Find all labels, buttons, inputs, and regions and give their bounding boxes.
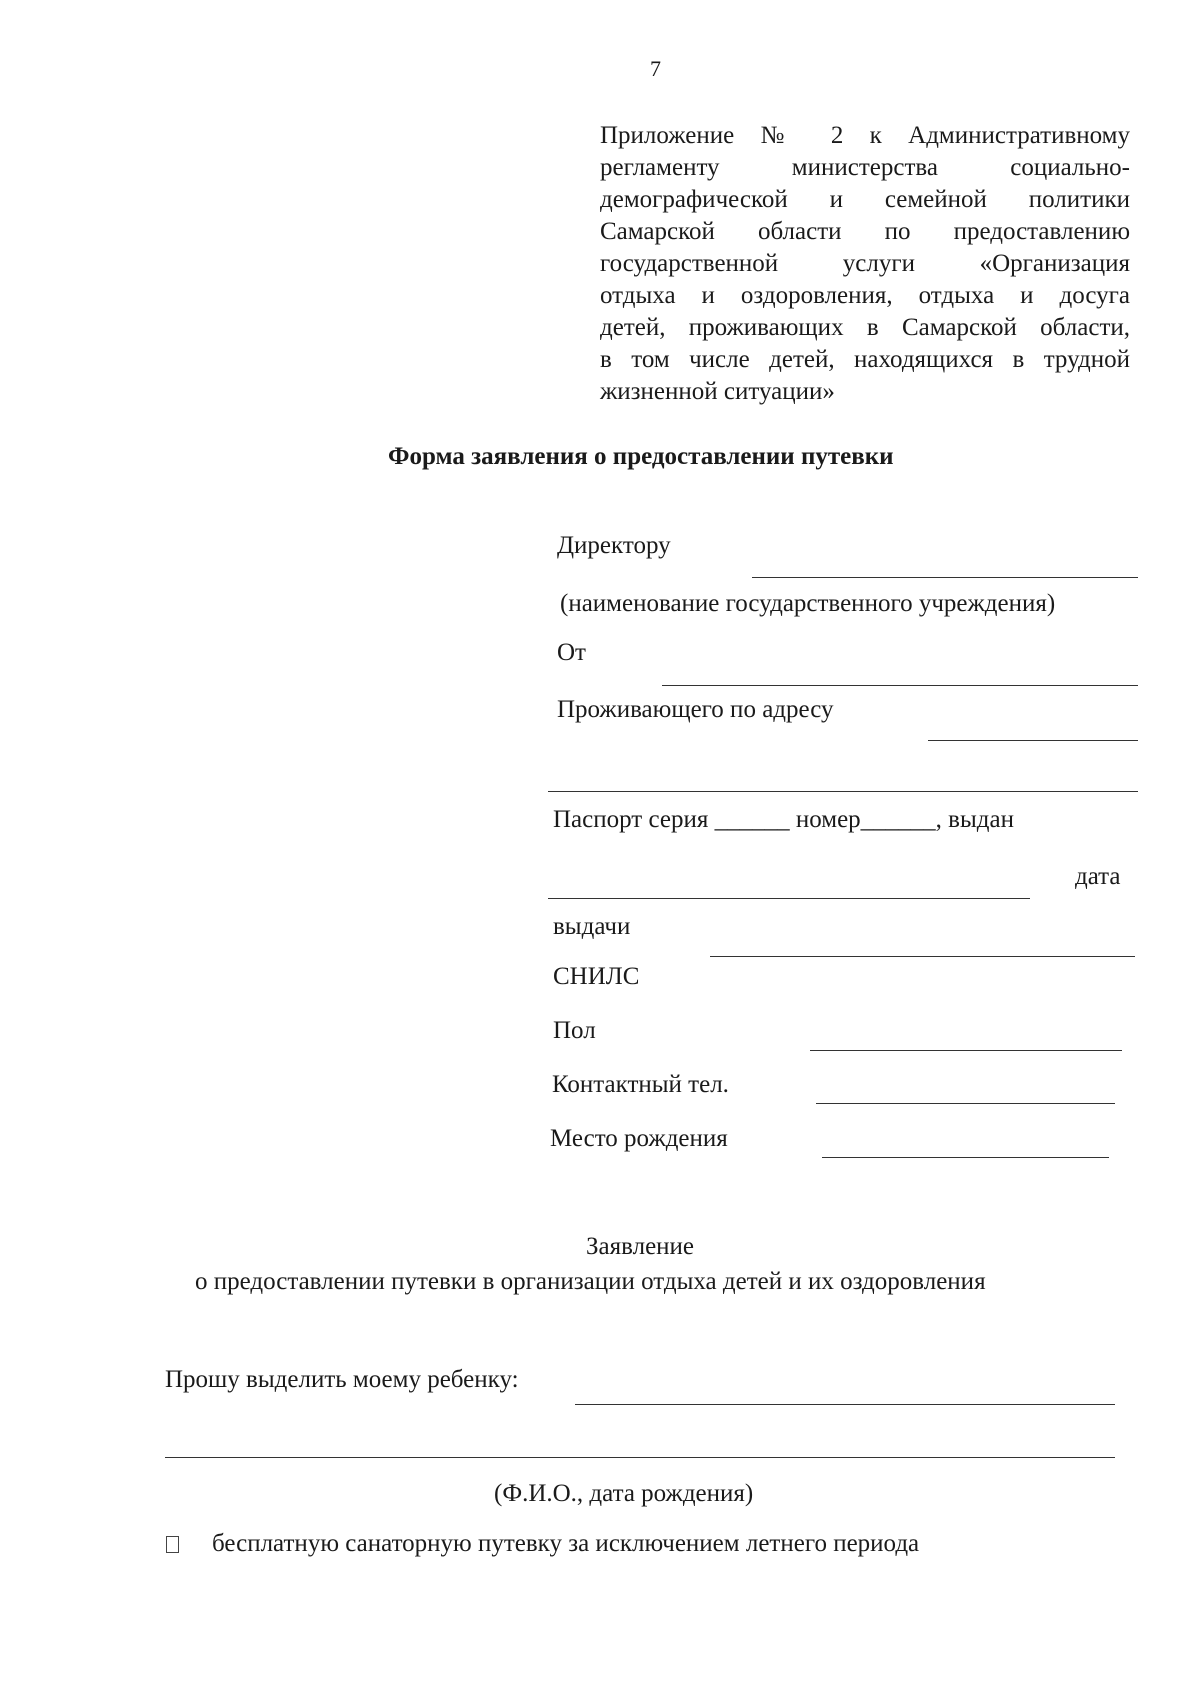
- phone-line[interactable]: [816, 1103, 1115, 1104]
- birthplace-label: Место рождения: [550, 1125, 728, 1152]
- annex-line: Самарской области по предоставлению: [600, 218, 1130, 245]
- annex-line: жизненной ситуации»: [600, 378, 835, 405]
- date-label: дата: [1075, 863, 1121, 890]
- sex-label: Пол: [553, 1017, 596, 1044]
- address-line[interactable]: [928, 740, 1138, 741]
- from-line[interactable]: [662, 685, 1138, 686]
- child-name-line[interactable]: [575, 1404, 1115, 1405]
- page-number: 7: [650, 56, 661, 81]
- annex-header: [600, 120, 1130, 408]
- annex-line: Приложение № 2 к Административному: [600, 122, 1130, 149]
- issue-date-line[interactable]: [710, 956, 1135, 957]
- passport-label: Паспорт серия ______ номер______, выдан: [553, 806, 1014, 833]
- issued-by-line[interactable]: [548, 898, 1030, 899]
- institution-caption: (наименование государственного учреждения): [560, 590, 1056, 617]
- issue-date-label: выдачи: [553, 913, 631, 940]
- request-caption: (Ф.И.О., дата рождения): [494, 1480, 754, 1507]
- director-line[interactable]: [752, 577, 1138, 578]
- child-name-line-2[interactable]: [165, 1457, 1115, 1458]
- form-title: Форма заявления о предоставлении путевки: [388, 443, 894, 470]
- annex-line: регламенту министерства социально-: [600, 154, 1130, 181]
- statement-title: Заявление: [586, 1233, 695, 1260]
- address-line-2[interactable]: [548, 791, 1138, 792]
- address-label: Проживающего по адресу: [557, 696, 834, 723]
- option-checkbox[interactable]: [166, 1536, 179, 1553]
- annex-line: детей, проживающих в Самарской области,: [600, 314, 1130, 341]
- annex-line: отдыха и оздоровления, отдыха и досуга: [600, 282, 1130, 309]
- statement-subtitle: о предоставлении путевки в организации отдыха детей и их оздоровления: [195, 1268, 986, 1295]
- annex-line: демографической и семейной политики: [600, 186, 1130, 213]
- director-label: Директору: [557, 532, 671, 559]
- option-label: бесплатную санаторную путевку за исключением летнего периода: [212, 1530, 920, 1557]
- from-label: От: [557, 639, 586, 666]
- phone-label: Контактный тел.: [552, 1071, 729, 1098]
- birthplace-line[interactable]: [822, 1157, 1109, 1158]
- snils-label: СНИЛС: [553, 963, 640, 990]
- annex-line: государственной услуги «Организация: [600, 250, 1130, 277]
- annex-line: в том числе детей, находящихся в трудной: [600, 346, 1130, 373]
- request-label: Прошу выделить моему ребенку:: [165, 1366, 519, 1393]
- sex-line[interactable]: [810, 1050, 1122, 1051]
